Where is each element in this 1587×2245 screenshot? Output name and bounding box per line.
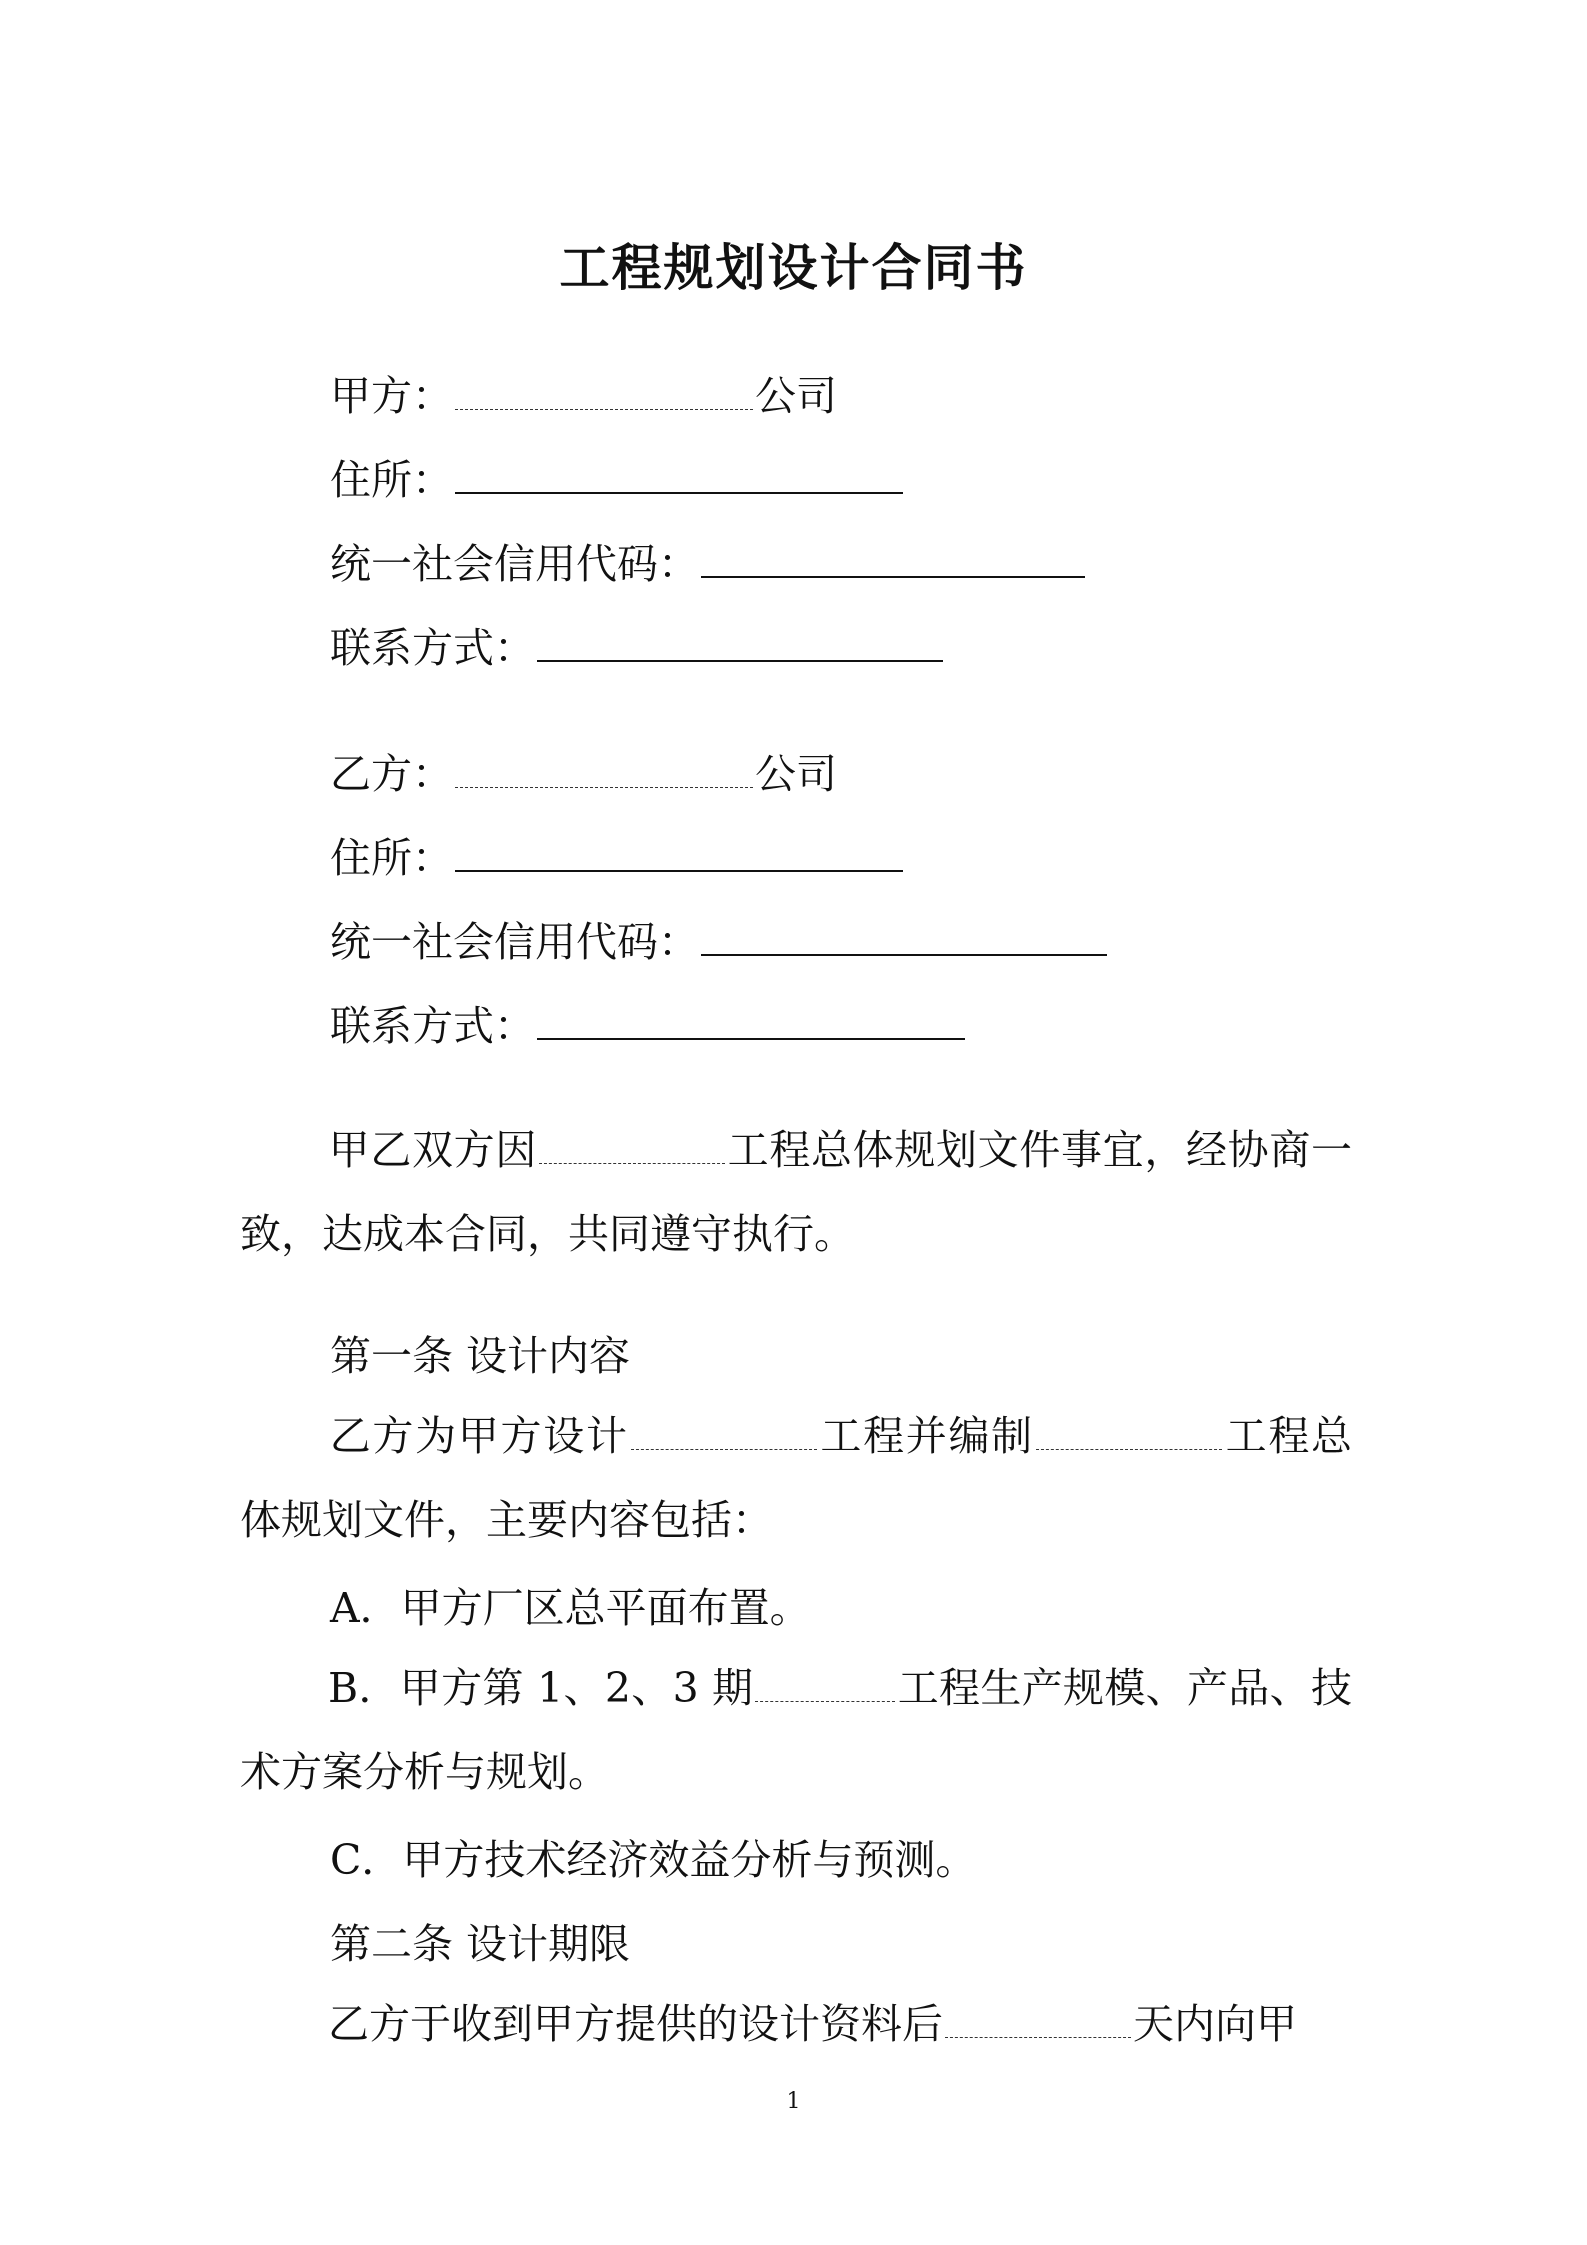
party-a-contact-line [330,620,945,676]
article2-body-part1: 乙方于收到甲方提供的设计资料后 [328,2000,943,2048]
party-b-address-label: 住所： [330,834,453,882]
party-a-address-label: 住所： [330,456,453,504]
party-b-contact-blank[interactable] [537,998,965,1040]
party-a-contact-blank[interactable] [537,620,943,662]
party-a-address-blank[interactable] [455,452,903,494]
party-b-company-suffix: 公司 [755,750,837,798]
intro-paragraph [240,1108,1352,1276]
article1-project-blank[interactable] [631,1409,817,1450]
intro-project-blank[interactable] [539,1123,725,1164]
party-a-address-line [330,452,905,508]
party-a-credit-code-label: 统一社会信用代码： [330,540,699,588]
party-b-contact-line [330,998,967,1054]
party-b-credit-code-label: 统一社会信用代码： [330,918,699,966]
article1-item-b-part1: B．甲方第 1、2、3 期 [328,1664,754,1712]
party-b-address-blank[interactable] [455,830,903,872]
party-a-credit-code-blank[interactable] [701,536,1085,578]
party-b-name-blank[interactable] [455,747,753,788]
article1-body-part2: 工程并编制 [818,1412,1034,1460]
party-b-label: 乙方： [330,750,453,798]
article2-body [240,1982,1352,2066]
article1-body [240,1394,1352,1562]
article1-body-part3: 工程总体规划文件，主要内容包括： [240,1412,1353,1544]
party-b-address-line [330,830,905,886]
party-a-label: 甲方： [330,372,453,420]
party-a-name-blank[interactable] [455,369,753,410]
document-title: 工程规划设计合同书 [559,238,1028,297]
article2-days-blank[interactable] [945,1997,1131,2038]
party-b-contact-label: 联系方式： [330,1002,535,1050]
intro-part2: 工程总体规划文件事宜，经协商一致，达成本合同，共同遵守执行。 [240,1126,1352,1258]
party-a-credit-code-line [330,536,1087,592]
party-a-contact-label: 联系方式： [330,624,535,672]
article1-body-part1: 乙方为甲方设计 [328,1412,629,1460]
article1-heading: 第一条 设计内容 [330,1332,631,1380]
article1-item-c: C．甲方技术经济效益分析与预测。 [330,1836,977,1884]
party-b-credit-code-line [330,914,1109,970]
party-b-credit-code-blank[interactable] [701,914,1107,956]
party-b-name-line [330,746,837,802]
article2-body-part2: 天内向甲 [1133,2000,1297,2048]
page-number: 1 [786,2089,801,2114]
article1-item-b-blank[interactable] [755,1661,895,1702]
article1-plan-blank[interactable] [1036,1409,1222,1450]
party-a-company-suffix: 公司 [755,372,837,420]
article1-item-a: A．甲方厂区总平面布置。 [330,1584,811,1632]
article1-item-b-part2: 工程生产规模、产品、技术方案分析与规划。 [240,1664,1352,1796]
article1-item-b [240,1646,1352,1814]
party-a-name-line [330,368,837,424]
article2-heading: 第二条 设计期限 [330,1920,631,1968]
intro-part1: 甲乙双方因 [328,1126,537,1174]
